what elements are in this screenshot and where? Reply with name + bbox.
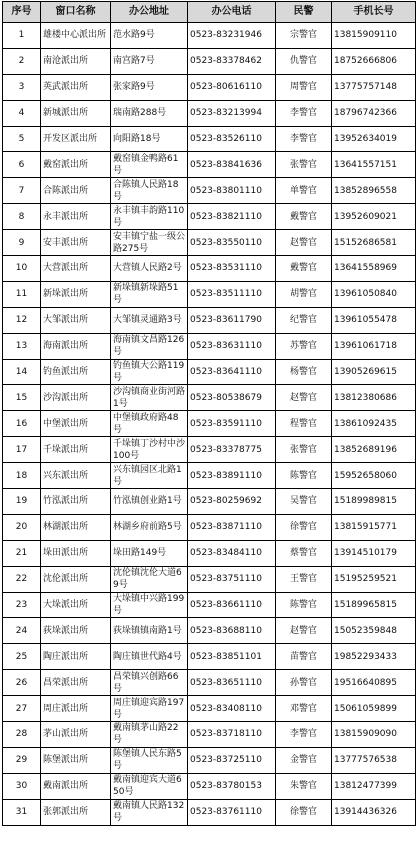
mobile-number-cell: 19852293433: [332, 644, 416, 670]
office-address-cell: 竹泓镇创业路1号: [111, 489, 188, 515]
serial-number-cell: 16: [3, 411, 41, 437]
table-row: [3, 773, 416, 799]
mobile-number-cell: 15152686581: [332, 230, 416, 256]
office-address-cell: 沈伦镇沈伦大道69号: [111, 566, 188, 592]
office-address-cell: 戴窑镇金鸭路61号: [111, 152, 188, 178]
office-phone-cell: 0523-83725110: [188, 747, 276, 773]
officer-cell: 金警官: [276, 747, 332, 773]
officer-cell: 王警官: [276, 566, 332, 592]
office-address-cell: 荻垛镇镇南路1号: [111, 618, 188, 644]
window-name-cell: 中堡派出所: [41, 411, 111, 437]
mobile-number-cell: 13861092435: [332, 411, 416, 437]
mobile-number-cell: 13815915771: [332, 514, 416, 540]
window-name-cell: 英武派出所: [41, 74, 111, 100]
table-row: [3, 178, 416, 204]
office-address-cell: 大垛镇中兴路199号: [111, 592, 188, 618]
table-row: [3, 411, 416, 437]
office-phone-cell: 0523-83780153: [188, 773, 276, 799]
table-row: [3, 463, 416, 489]
mobile-number-cell: 13961061718: [332, 333, 416, 359]
office-address-cell: 中堡镇政府路48号: [111, 411, 188, 437]
office-phone-cell: 0523-83661110: [188, 592, 276, 618]
office-address-cell: 永丰镇丰韵路110号: [111, 204, 188, 230]
mobile-number-cell: 15952658060: [332, 463, 416, 489]
window-name-cell: 周庄派出所: [41, 696, 111, 722]
office-phone-cell: 0523-80616110: [188, 74, 276, 100]
table-row: [3, 540, 416, 566]
mobile-number-cell: 13641558969: [332, 256, 416, 282]
serial-number-cell: 11: [3, 281, 41, 307]
office-address-cell: 戴南镇人民路132号: [111, 799, 188, 825]
officer-cell: 周警官: [276, 74, 332, 100]
window-name-cell: 戴南派出所: [41, 773, 111, 799]
serial-number-cell: 17: [3, 437, 41, 463]
police-contact-table: [2, 1, 416, 826]
window-name-cell: 沙沟派出所: [41, 385, 111, 411]
officer-cell: 仇警官: [276, 48, 332, 74]
office-address-cell: 昌荣镇兴创路66号: [111, 670, 188, 696]
office-phone-cell: 0523-83761110: [188, 799, 276, 825]
header-mobile-number: 手机长号: [332, 2, 416, 23]
office-phone-cell: 0523-83511110: [188, 281, 276, 307]
office-phone-cell: 0523-83231946: [188, 23, 276, 49]
office-address-cell: 瑞南路288号: [111, 100, 188, 126]
header-officer: 民警: [276, 2, 332, 23]
mobile-number-cell: 15195259521: [332, 566, 416, 592]
office-address-cell: 沙沟镇商业街河路1号: [111, 385, 188, 411]
table-row: [3, 281, 416, 307]
window-name-cell: 永丰派出所: [41, 204, 111, 230]
officer-cell: 戴警官: [276, 204, 332, 230]
office-phone-cell: 0523-83531110: [188, 256, 276, 282]
mobile-number-cell: 13905269615: [332, 359, 416, 385]
table-row: [3, 489, 416, 515]
office-address-cell: 陶庄镇世代路4号: [111, 644, 188, 670]
table-row: [3, 696, 416, 722]
officer-cell: 戴警官: [276, 256, 332, 282]
header-serial-number: 序号: [3, 2, 41, 23]
serial-number-cell: 13: [3, 333, 41, 359]
officer-cell: 赵警官: [276, 230, 332, 256]
mobile-number-cell: 13641557151: [332, 152, 416, 178]
office-phone-cell: 0523-83213994: [188, 100, 276, 126]
officer-cell: 孙警官: [276, 670, 332, 696]
window-name-cell: 开发区派出所: [41, 126, 111, 152]
office-phone-cell: 0523-83718110: [188, 722, 276, 748]
window-name-cell: 兴东派出所: [41, 463, 111, 489]
serial-number-cell: 28: [3, 722, 41, 748]
header-office-phone: 办公电话: [188, 2, 276, 23]
window-name-cell: 新垛派出所: [41, 281, 111, 307]
officer-cell: 宗警官: [276, 23, 332, 49]
serial-number-cell: 1: [3, 23, 41, 49]
mobile-number-cell: 13812380686: [332, 385, 416, 411]
table-row: [3, 152, 416, 178]
table-row: [3, 566, 416, 592]
table-row: [3, 307, 416, 333]
window-name-cell: 新城派出所: [41, 100, 111, 126]
serial-number-cell: 19: [3, 489, 41, 515]
mobile-number-cell: 15052359848: [332, 618, 416, 644]
table-row: [3, 799, 416, 825]
office-address-cell: 大邹镇灵通路3号: [111, 307, 188, 333]
serial-number-cell: 12: [3, 307, 41, 333]
table-row: [3, 670, 416, 696]
window-name-cell: 南沧派出所: [41, 48, 111, 74]
window-name-cell: 陈堡派出所: [41, 747, 111, 773]
office-phone-cell: 0523-83821110: [188, 204, 276, 230]
officer-cell: 赵警官: [276, 385, 332, 411]
mobile-number-cell: 13815909110: [332, 23, 416, 49]
window-name-cell: 垛田派出所: [41, 540, 111, 566]
office-address-cell: 兴东镇园区北路1号: [111, 463, 188, 489]
mobile-number-cell: 13812477399: [332, 773, 416, 799]
window-name-cell: 合陈派出所: [41, 178, 111, 204]
office-address-cell: 垛田路149号: [111, 540, 188, 566]
window-name-cell: 海南派出所: [41, 333, 111, 359]
table-row: [3, 126, 416, 152]
table-row: [3, 514, 416, 540]
mobile-number-cell: 13852689196: [332, 437, 416, 463]
office-phone-cell: 0523-83801110: [188, 178, 276, 204]
header-office-address: 办公地址: [111, 2, 188, 23]
office-address-cell: 合陈镇人民路18号: [111, 178, 188, 204]
mobile-number-cell: 13961055478: [332, 307, 416, 333]
window-name-cell: 钓鱼派出所: [41, 359, 111, 385]
table-row: [3, 48, 416, 74]
office-phone-cell: 0523-80538679: [188, 385, 276, 411]
mobile-number-cell: 15189989815: [332, 489, 416, 515]
serial-number-cell: 10: [3, 256, 41, 282]
window-name-cell: 千垛派出所: [41, 437, 111, 463]
officer-cell: 吴警官: [276, 489, 332, 515]
window-name-cell: 沈伦派出所: [41, 566, 111, 592]
office-phone-cell: 0523-83408110: [188, 696, 276, 722]
officer-cell: 李警官: [276, 722, 332, 748]
officer-cell: 苗警官: [276, 644, 332, 670]
office-phone-cell: 0523-83641110: [188, 359, 276, 385]
office-phone-cell: 0523-80259692: [188, 489, 276, 515]
serial-number-cell: 29: [3, 747, 41, 773]
window-name-cell: 荻垛派出所: [41, 618, 111, 644]
serial-number-cell: 31: [3, 799, 41, 825]
table-body: [3, 23, 416, 826]
serial-number-cell: 18: [3, 463, 41, 489]
officer-cell: 邓警官: [276, 696, 332, 722]
office-phone-cell: 0523-83526110: [188, 126, 276, 152]
serial-number-cell: 26: [3, 670, 41, 696]
office-address-cell: 钓鱼镇大公路119号: [111, 359, 188, 385]
table-row: [3, 618, 416, 644]
table-row: [3, 722, 416, 748]
header-row: [3, 2, 416, 23]
table-row: [3, 385, 416, 411]
office-phone-cell: 0523-83891110: [188, 463, 276, 489]
officer-cell: 胡警官: [276, 281, 332, 307]
officer-cell: 苏警官: [276, 333, 332, 359]
office-phone-cell: 0523-83550110: [188, 230, 276, 256]
serial-number-cell: 27: [3, 696, 41, 722]
serial-number-cell: 30: [3, 773, 41, 799]
serial-number-cell: 24: [3, 618, 41, 644]
table-row: [3, 437, 416, 463]
window-name-cell: 大邹派出所: [41, 307, 111, 333]
serial-number-cell: 7: [3, 178, 41, 204]
mobile-number-cell: 15189965815: [332, 592, 416, 618]
table-row: [3, 230, 416, 256]
office-phone-cell: 0523-83871110: [188, 514, 276, 540]
office-address-cell: 安丰镇宁盐一级公路275号: [111, 230, 188, 256]
mobile-number-cell: 13775757148: [332, 74, 416, 100]
window-name-cell: 茅山派出所: [41, 722, 111, 748]
window-name-cell: 陶庄派出所: [41, 644, 111, 670]
mobile-number-cell: 13961050840: [332, 281, 416, 307]
table-row: [3, 23, 416, 49]
office-phone-cell: 0523-83611790: [188, 307, 276, 333]
mobile-number-cell: 15061059899: [332, 696, 416, 722]
window-name-cell: 雄楼中心派出所: [41, 23, 111, 49]
officer-cell: 纪警官: [276, 307, 332, 333]
serial-number-cell: 20: [3, 514, 41, 540]
office-phone-cell: 0523-83751110: [188, 566, 276, 592]
mobile-number-cell: 13952609021: [332, 204, 416, 230]
table-row: [3, 204, 416, 230]
office-phone-cell: 0523-83631110: [188, 333, 276, 359]
serial-number-cell: 22: [3, 566, 41, 592]
officer-cell: 张警官: [276, 437, 332, 463]
office-address-cell: 戴南镇茅山路22号: [111, 722, 188, 748]
office-address-cell: 千垛镇丁沙村中沙100号: [111, 437, 188, 463]
officer-cell: 朱警官: [276, 773, 332, 799]
table-row: [3, 74, 416, 100]
serial-number-cell: 23: [3, 592, 41, 618]
serial-number-cell: 21: [3, 540, 41, 566]
officer-cell: 赵警官: [276, 618, 332, 644]
table-row: [3, 592, 416, 618]
officer-cell: 李警官: [276, 100, 332, 126]
serial-number-cell: 25: [3, 644, 41, 670]
window-name-cell: 安丰派出所: [41, 230, 111, 256]
mobile-number-cell: 13952634019: [332, 126, 416, 152]
officer-cell: 李警官: [276, 126, 332, 152]
window-name-cell: 大营派出所: [41, 256, 111, 282]
table-row: [3, 644, 416, 670]
office-address-cell: 新垛镇新垛路51号: [111, 281, 188, 307]
window-name-cell: 大垛派出所: [41, 592, 111, 618]
office-address-cell: 戴南镇迎宾大道650号: [111, 773, 188, 799]
office-address-cell: 张家路9号: [111, 74, 188, 100]
table-row: [3, 747, 416, 773]
office-phone-cell: 0523-83841636: [188, 152, 276, 178]
window-name-cell: 竹泓派出所: [41, 489, 111, 515]
table-header: [3, 2, 416, 23]
serial-number-cell: 5: [3, 126, 41, 152]
office-address-cell: 大营镇人民路2号: [111, 256, 188, 282]
officer-cell: 徐警官: [276, 514, 332, 540]
mobile-number-cell: 13852896558: [332, 178, 416, 204]
table-row: [3, 359, 416, 385]
office-address-cell: 林湖乡府前路5号: [111, 514, 188, 540]
mobile-number-cell: 18796742366: [332, 100, 416, 126]
office-phone-cell: 0523-83378462: [188, 48, 276, 74]
window-name-cell: 戴窑派出所: [41, 152, 111, 178]
serial-number-cell: 4: [3, 100, 41, 126]
office-phone-cell: 0523-83851101: [188, 644, 276, 670]
mobile-number-cell: 13777576538: [332, 747, 416, 773]
office-address-cell: 南宫路7号: [111, 48, 188, 74]
table-row: [3, 333, 416, 359]
office-address-cell: 海南镇文昌路126号: [111, 333, 188, 359]
serial-number-cell: 6: [3, 152, 41, 178]
office-phone-cell: 0523-83378775: [188, 437, 276, 463]
officer-cell: 陈警官: [276, 592, 332, 618]
office-phone-cell: 0523-83591110: [188, 411, 276, 437]
officer-cell: 陈警官: [276, 463, 332, 489]
window-name-cell: 张郭派出所: [41, 799, 111, 825]
mobile-number-cell: 13914436326: [332, 799, 416, 825]
office-phone-cell: 0523-83651110: [188, 670, 276, 696]
table-row: [3, 256, 416, 282]
mobile-number-cell: 18752666806: [332, 48, 416, 74]
officer-cell: 张警官: [276, 152, 332, 178]
officer-cell: 程警官: [276, 411, 332, 437]
office-address-cell: 向阳路18号: [111, 126, 188, 152]
table-row: [3, 100, 416, 126]
mobile-number-cell: 19516640895: [332, 670, 416, 696]
office-address-cell: 周庄镇迎宾路197号: [111, 696, 188, 722]
serial-number-cell: 8: [3, 204, 41, 230]
office-address-cell: 陈堡镇人民东路5号: [111, 747, 188, 773]
serial-number-cell: 9: [3, 230, 41, 256]
mobile-number-cell: 13914510179: [332, 540, 416, 566]
officer-cell: 蔡警官: [276, 540, 332, 566]
serial-number-cell: 14: [3, 359, 41, 385]
serial-number-cell: 2: [3, 48, 41, 74]
officer-cell: 单警官: [276, 178, 332, 204]
serial-number-cell: 3: [3, 74, 41, 100]
window-name-cell: 昌荣派出所: [41, 670, 111, 696]
header-window-name: 窗口名称: [41, 2, 111, 23]
officer-cell: 徐警官: [276, 799, 332, 825]
window-name-cell: 林湖派出所: [41, 514, 111, 540]
mobile-number-cell: 13815909090: [332, 722, 416, 748]
officer-cell: 杨警官: [276, 359, 332, 385]
serial-number-cell: 15: [3, 385, 41, 411]
office-phone-cell: 0523-83688110: [188, 618, 276, 644]
office-phone-cell: 0523-83484110: [188, 540, 276, 566]
office-address-cell: 范水路9号: [111, 23, 188, 49]
